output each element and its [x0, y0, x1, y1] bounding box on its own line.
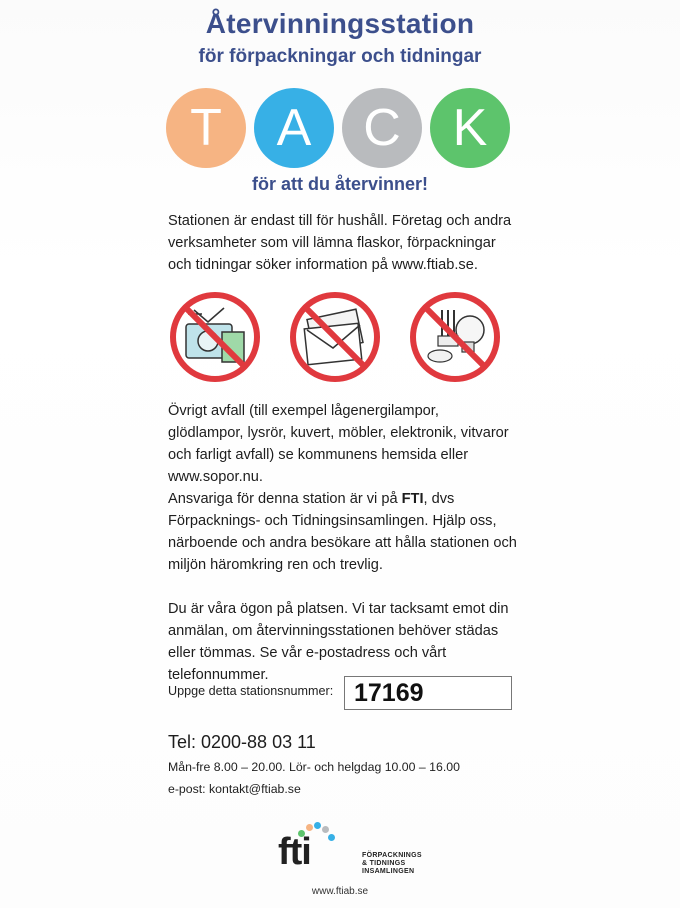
phone-number: Tel: 0200-88 03 11	[168, 732, 316, 752]
logo-dot	[306, 824, 313, 831]
logo-wordmark: fti	[278, 831, 311, 873]
page-title: Återvinningsstation	[205, 8, 475, 39]
logo-line-3: INSAMLINGEN	[362, 868, 415, 875]
tack-letter-k: K	[430, 88, 510, 168]
logo-dot	[328, 834, 335, 841]
opening-hours: Mån-fre 8.00 – 20.00. Lör- och helgdag 10.00 – 16.00	[168, 760, 460, 774]
other-waste-text: Övrigt avfall (till exempel lågenergilampor, glödlampor, lysrör, kuvert, möbler, elektronik, vitvaror och farligt avfall) se kommunens hemsida eller www.sopor.nu.	[168, 403, 509, 485]
logo-line-2: & TIDNINGS	[362, 860, 406, 867]
station-number-label: Uppge detta stationsnummer:	[168, 684, 334, 698]
station-number-row	[168, 676, 518, 712]
tack-circles	[166, 88, 506, 172]
email-address: e-post: kontakt@ftiab.se	[168, 782, 301, 796]
logo-line-1: FÖRPACKNINGS	[362, 852, 422, 859]
responsible-text	[168, 488, 518, 576]
prohibited-signs	[168, 290, 508, 386]
logo-dot	[322, 826, 329, 833]
station-number: 17169	[354, 679, 424, 707]
tack-letter-c: C	[342, 88, 422, 168]
fti-logo	[276, 822, 422, 882]
responsible-pre: Ansvariga för denna station är vi på	[168, 491, 402, 507]
footer-url: www.ftiab.se	[311, 886, 369, 897]
responsible-post: , dvs Förpacknings- och Tidningsinsamlingen. Hjälp oss, närboende och andra besökare att hålla stationen och miljön häromkring ren och trevlig.	[168, 491, 517, 573]
report-text: Du är våra ögon på platsen. Vi tar tacksamt emot din anmälan, om återvinningsstationen behöver städas eller tömmas. Se vår e-postadress och vårt telefonnummer.	[168, 601, 509, 683]
no-envelopes-icon	[288, 290, 382, 384]
intro-text: Stationen är endast till för hushåll. Företag och andra verksamheter som vill lämna flaskor, förpackningar och tidningar söker information på www.ftiab.se.	[168, 213, 512, 273]
logo-dot	[314, 822, 321, 829]
page-subtitle: för förpackningar och tidningar	[198, 46, 482, 67]
no-electronics-icon	[168, 290, 262, 384]
no-lightbulbs-icon	[408, 290, 502, 384]
tack-letter-t: T	[166, 88, 246, 168]
tack-letter-a: A	[254, 88, 334, 168]
responsible-fti: FTI	[401, 491, 424, 507]
thanks-caption: för att du återvinner!	[251, 174, 429, 194]
